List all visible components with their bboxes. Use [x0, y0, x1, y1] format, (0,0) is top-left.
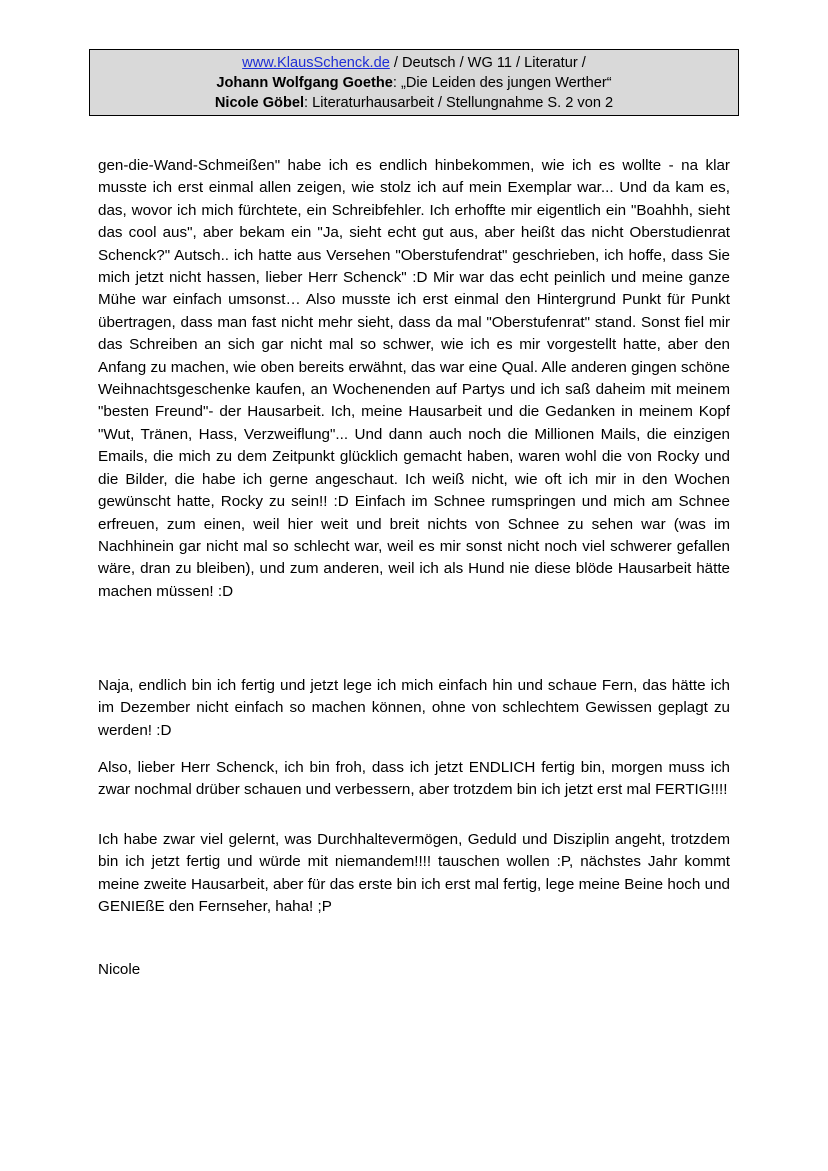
breadcrumb-path: / Deutsch / WG 11 / Literatur /	[389, 55, 586, 71]
header-work-line	[90, 73, 738, 93]
body-paragraph-2: Naja, endlich bin ich fertig und jetzt lege ich mich einfach hin und schaue Fern, das hätte ich im Dezember nicht einfach so machen können, ohne von schlechtem Gewissen geplagt zu werden! :D	[98, 677, 730, 739]
signature: Nicole	[98, 961, 141, 978]
site-link[interactable]: www.KlausSchenck.de	[242, 55, 390, 71]
work-title: : „Die Leiden des jungen Werther“	[392, 75, 612, 91]
body-paragraph-3: Also, lieber Herr Schenck, ich bin froh, dass ich jetzt ENDLICH fertig bin, morgen muss ich zwar nochmal drüber schauen und verbessern, aber trotzdem bin ich jetzt erst mal FERTIG!!!!	[98, 759, 730, 799]
body-paragraph-4: Ich habe zwar viel gelernt, was Durchhaltevermögen, Geduld und Disziplin angeht, trotzdem bin ich jetzt fertig und würde mit niemandem!!!! tauschen wollen :P, nächstes Jahr kommt meine zweite Hausarbeit, aber für das erste bin ich erst mal fertig, lege meine Beine hoch und GENIEßE den Fernseher, haha! ;P	[98, 831, 730, 916]
student-name: Nicole Göbel	[214, 95, 305, 111]
document-header	[89, 49, 739, 116]
assignment-info: : Literaturhausarbeit / Stellungnahme S. 2 von 2	[304, 95, 614, 111]
body-paragraph-1: gen-die-Wand-Schmeißen" habe ich es endlich hinbekommen, wie ich es wollte - na klar musste ich erst einmal allen zeigen, wie stolz ich auf mein Exemplar war... Und da kam es, das, wovor ich mich fürchtete, ein Schreibfehler. Ich erhoffte mir eigentlich ein "Boahhh, sieht das cool aus", aber bekam ein "Ja, sieht echt gut aus, aber heißt das nicht Oberstudienrat Schenck?" Autsch.. ich hatte aus Versehen "Oberstufendrat" geschrieben, ich hoffe, dass Sie mich jetzt nicht hassen, lieber Herr Schenck" :D Mir war das echt peinlich und meine ganze Mühe war einfach umsonst… Also musste ich erst einmal den Hintergrund Punkt für Punkt übertragen, dass man fast nicht mehr sieht, dass da mal "Oberstufenrat" stand. Sonst fiel mir das Schreiben an sich gar nicht mal so schwer, wie ich es mir vorgestellt hatte, aber den Anfang zu machen, wie oben bereits erwähnt, das war eine Qual. Alle anderen gingen schöne Weihnachtsgeschenke kaufen, an Wochenenden auf Partys und ich saß daheim mit meinem "besten Freund"- der Hausarbeit. Ich, meine Hausarbeit und die Gedanken in meinem Kopf "Wut, Tränen, Hass, Verzweiflung"... Und dann auch noch die Millionen Mails, die einzigen Emails, die mich zu dem Zeitpunkt glücklich gemacht haben, waren wohl die von Rocky und die Bilder, die habe ich gerne angeschaut. Ich weiß nicht, wie oft ich mir in den Wochen gewünscht hatte, Rocky zu sein!! :D Einfach im Schnee rumspringen und mich am Schnee erfreuen, zum einen, weil hier weit und breit nichts von Schnee zu sehen war (was im Nachhinein gar nicht mal so schlecht war, weil es mir sonst nicht noch viel schwerer gefallen wäre, dran zu bleiben), und zum anderen, weil ich als Hund nie diese blöde Hausarbeit hätte machen müssen! :D	[98, 157, 730, 600]
header-breadcrumb-line	[90, 53, 738, 73]
header-student-line	[90, 93, 738, 113]
author-name: Johann Wolfgang Goethe	[216, 75, 393, 91]
